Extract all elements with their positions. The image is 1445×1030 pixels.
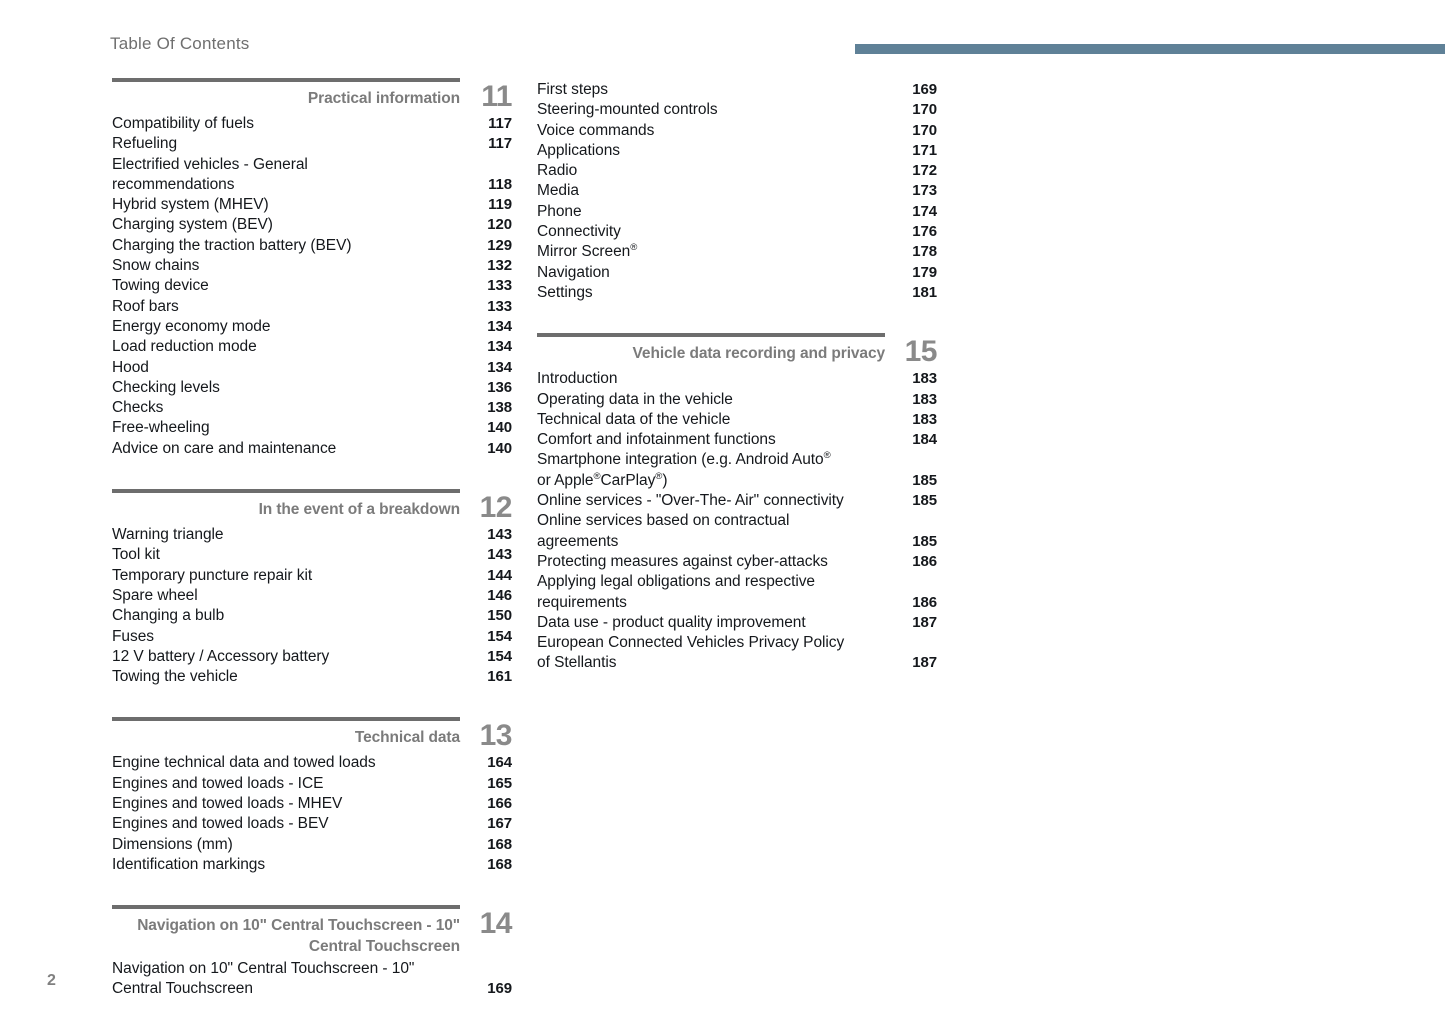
toc-entry-label: Electrified vehicles - General	[112, 155, 308, 173]
toc-entry[interactable]	[537, 491, 937, 511]
toc-section-12	[112, 489, 512, 687]
toc-entry[interactable]	[112, 175, 512, 195]
toc-entry[interactable]	[112, 586, 512, 606]
toc-entry-label: recommendations	[112, 175, 235, 193]
toc-entry[interactable]	[112, 566, 512, 586]
toc-entry-label: Towing the vehicle	[112, 668, 238, 686]
section-header[interactable]	[112, 905, 512, 957]
toc-entry-page-number: 134	[487, 338, 512, 356]
toc-entry-label: Refueling	[112, 135, 178, 153]
toc-entry[interactable]	[112, 667, 512, 687]
toc-entry-label: Online services based on contractual	[537, 512, 790, 530]
toc-entry-label: Settings	[537, 283, 593, 301]
section-title: Vehicle data recording and privacy	[632, 345, 885, 363]
toc-entry[interactable]	[112, 378, 512, 398]
toc-entry-page-number: 119	[488, 196, 512, 214]
section-header[interactable]	[537, 333, 937, 367]
toc-entry-page-number: 134	[487, 358, 512, 376]
toc-entry-page-number: 120	[487, 216, 512, 234]
toc-entry-label: Engine technical data and towed loads	[112, 754, 376, 772]
toc-entry-page-number: 132	[487, 257, 512, 275]
toc-entry[interactable]	[112, 814, 512, 834]
toc-entry-page-number: 143	[487, 546, 512, 564]
toc-entry-label: Steering-mounted controls	[537, 101, 718, 119]
toc-entry-label: Navigation	[537, 263, 610, 281]
toc-entry-label: Temporary puncture repair kit	[112, 566, 313, 584]
toc-entry-label: Checks	[112, 399, 164, 417]
toc-entry[interactable]	[112, 794, 512, 814]
toc-entry-page-number: 144	[487, 566, 512, 584]
registered-mark: ®	[630, 242, 638, 254]
toc-entry-page-number: 168	[487, 855, 512, 873]
toc-entry-page-number: 154	[487, 627, 512, 645]
toc-entry-label: Mirror Screen®	[537, 242, 638, 261]
toc-entry[interactable]	[112, 337, 512, 357]
toc-entry-label: First steps	[537, 81, 608, 98]
registered-mark: ®	[593, 470, 601, 482]
toc-entry-label: of Stellantis	[537, 654, 617, 672]
section-header-text	[112, 489, 468, 520]
toc-entry-label: Free-wheeling	[112, 419, 210, 437]
toc-entry-label: Radio	[537, 162, 578, 180]
section-header[interactable]	[112, 489, 512, 523]
toc-entry-page-number: 185	[912, 532, 937, 550]
toc-entry-label: Compatibility of fuels	[112, 115, 254, 132]
page-number: 2	[47, 972, 56, 989]
toc-entry[interactable]	[537, 450, 937, 470]
toc-section-14	[112, 905, 512, 1000]
toc-entry[interactable]	[537, 100, 937, 120]
toc-entry[interactable]	[112, 774, 512, 794]
toc-entry-label: Smartphone integration (e.g. Android Auto®	[537, 450, 831, 469]
toc-entry-page-number: 185	[912, 492, 937, 510]
toc-entry[interactable]	[112, 215, 512, 235]
toc-entry[interactable]	[537, 202, 937, 222]
toc-entry[interactable]	[537, 141, 937, 161]
toc-entry-label: Engines and towed loads - MHEV	[112, 795, 343, 813]
toc-entry-label: Operating data in the vehicle	[537, 390, 733, 408]
toc-entry-label: Advice on care and maintenance	[112, 439, 337, 457]
toc-entry[interactable]	[112, 256, 512, 276]
section-number: 14	[479, 907, 512, 941]
toc-entry-label: Hybrid system (MHEV)	[112, 196, 269, 214]
toc-entry-page-number: 143	[487, 526, 512, 544]
toc-entry-label: Fuses	[112, 627, 154, 645]
toc-entry-page-number: 178	[912, 243, 937, 261]
toc-entry[interactable]	[537, 80, 937, 100]
toc-entry-label: requirements	[537, 593, 627, 611]
toc-entry-label: Applications	[537, 141, 620, 159]
toc-entry[interactable]	[537, 181, 937, 201]
section-header-text	[112, 905, 468, 957]
toc-entry-page-number: 133	[487, 297, 512, 315]
section-title: Technical data	[354, 729, 460, 747]
toc-entry[interactable]	[537, 121, 937, 141]
toc-entry-label: Engines and towed loads - BEV	[112, 815, 329, 833]
toc-entry[interactable]	[112, 236, 512, 256]
toc-entry[interactable]	[112, 835, 512, 855]
toc-entry-label: Charging system (BEV)	[112, 216, 273, 234]
section-divider-rule	[112, 78, 460, 82]
section-number: 13	[479, 719, 512, 753]
toc-entry-page-number: 129	[487, 236, 512, 254]
toc-section-13	[112, 717, 512, 875]
toc-entry-page-number: 183	[912, 410, 937, 428]
toc-entry-page-number: 168	[487, 835, 512, 853]
toc-entry-label: Load reduction mode	[112, 338, 257, 356]
toc-entry[interactable]	[537, 653, 937, 673]
toc-column-right	[537, 78, 937, 704]
section-header-text	[112, 717, 468, 748]
toc-entry-page-number: 187	[912, 613, 937, 631]
toc-entry-label: Online services - "Over-The- Air" connectivity	[537, 492, 844, 510]
toc-entry-list	[112, 525, 512, 687]
registered-mark: ®	[823, 450, 831, 462]
toc-entry-label: Media	[537, 182, 579, 200]
toc-entry-page-number: 187	[912, 654, 937, 672]
toc-entry[interactable]	[112, 155, 512, 175]
toc-entry[interactable]	[537, 430, 937, 450]
toc-entry-label: Changing a bulb	[112, 607, 225, 625]
toc-entry[interactable]	[112, 297, 512, 317]
toc-entry-page-number: 138	[487, 399, 512, 417]
toc-entry-label: Hood	[112, 358, 149, 376]
toc-entry-page-number: 171	[912, 141, 937, 159]
toc-entry-page-number: 164	[487, 754, 512, 772]
toc-entry[interactable]	[112, 195, 512, 215]
toc-entry-page-number: 134	[487, 317, 512, 335]
toc-entry-label: European Connected Vehicles Privacy Policy	[537, 634, 845, 652]
toc-entry-page-number: 165	[487, 774, 512, 792]
toc-entry-page-number: 176	[912, 223, 937, 241]
toc-entry-list	[112, 114, 512, 459]
toc-entry-label: agreements	[537, 532, 619, 550]
toc-entry-page-number: 117	[488, 115, 512, 132]
toc-entry-label: Charging the traction battery (BEV)	[112, 236, 352, 254]
section-header[interactable]	[112, 78, 512, 112]
toc-entry-page-number: 183	[912, 370, 937, 388]
section-number: 11	[481, 80, 512, 113]
toc-entry-page-number: 154	[487, 647, 512, 665]
toc-entry[interactable]	[112, 418, 512, 438]
toc-entry-list	[112, 959, 512, 1000]
toc-entry-label: Central Touchscreen	[112, 980, 253, 998]
toc-entry-page-number: 118	[488, 175, 512, 193]
toc-entry-page-number: 179	[912, 263, 937, 281]
section-title: Navigation on 10" Central Touchscreen - 10" Central Touchscreen	[137, 917, 460, 955]
toc-entry-page-number: 150	[487, 607, 512, 625]
section-title: Practical information	[307, 90, 460, 107]
toc-entry[interactable]	[112, 855, 512, 875]
toc-entry-page-number: 170	[912, 101, 937, 119]
toc-entry-page-number: 146	[487, 586, 512, 604]
toc-section-15	[537, 333, 937, 673]
toc-entry[interactable]	[537, 242, 937, 262]
toc-entry-page-number	[891, 572, 937, 592]
toc-entry-label: Towing device	[112, 277, 209, 295]
toc-entry-label: Navigation on 10" Central Touchscreen - 10"	[112, 960, 415, 978]
toc-entry-label: Connectivity	[537, 223, 621, 241]
toc-entry[interactable]	[112, 627, 512, 647]
toc-entry[interactable]	[112, 545, 512, 565]
toc-entry-label: Phone	[537, 202, 582, 220]
section-header-text	[112, 78, 468, 109]
section-divider-rule	[112, 489, 460, 493]
toc-entry-page-number: 170	[912, 121, 937, 139]
section-number: 15	[904, 335, 937, 369]
toc-entry[interactable]	[537, 532, 937, 552]
toc-entry-page-number: 186	[912, 593, 937, 611]
toc-entry-label: Technical data of the vehicle	[537, 410, 731, 428]
toc-entry-label: Identification markings	[112, 855, 266, 873]
toc-entry[interactable]	[112, 114, 512, 134]
toc-entry-page-number: 184	[912, 431, 937, 449]
toc-entry[interactable]	[112, 606, 512, 626]
toc-entry[interactable]	[537, 552, 937, 572]
toc-entry-page-number	[891, 450, 937, 470]
toc-entry-page-number: 186	[912, 552, 937, 570]
toc-entry-page-number: 133	[487, 277, 512, 295]
toc-entry[interactable]	[537, 471, 937, 491]
toc-entry[interactable]	[112, 317, 512, 337]
section-divider-rule	[112, 717, 460, 721]
toc-entry[interactable]	[537, 613, 937, 633]
toc-entry[interactable]	[112, 439, 512, 459]
toc-entry-label: Energy economy mode	[112, 317, 271, 335]
toc-entry[interactable]	[112, 134, 512, 154]
toc-entry-page-number: 174	[912, 202, 937, 220]
toc-entry[interactable]	[537, 161, 937, 181]
section-divider-rule	[112, 905, 460, 909]
toc-entry-page-number	[891, 511, 937, 531]
toc-entry[interactable]	[537, 263, 937, 283]
toc-entry-page-number: 183	[912, 390, 937, 408]
toc-section-continued	[537, 80, 937, 303]
toc-entry-page-number: 140	[487, 439, 512, 457]
toc-entry-label: Tool kit	[112, 546, 160, 564]
section-divider-rule	[537, 333, 885, 337]
toc-entry[interactable]	[112, 276, 512, 296]
toc-entry[interactable]	[112, 959, 512, 979]
toc-entry-label: Spare wheel	[112, 586, 198, 604]
toc-entry[interactable]	[112, 979, 512, 999]
toc-entry[interactable]	[112, 753, 512, 773]
toc-entry-label: Snow chains	[112, 257, 200, 275]
section-title: In the event of a breakdown	[258, 501, 460, 519]
toc-entry[interactable]	[537, 369, 937, 389]
section-number: 12	[479, 491, 512, 525]
toc-entry-label: Checking levels	[112, 378, 220, 396]
toc-entry-label: Protecting measures against cyber-attacks	[537, 552, 828, 570]
toc-entry-page-number	[466, 155, 512, 175]
toc-entry-page-number: 166	[487, 795, 512, 813]
toc-entry-label: Roof bars	[112, 297, 179, 315]
toc-entry[interactable]	[537, 572, 937, 592]
toc-entry-page-number: 185	[912, 471, 937, 489]
toc-entry-page-number: 181	[912, 283, 937, 301]
toc-entry[interactable]	[537, 410, 937, 430]
toc-entry-label: 12 V battery / Accessory battery	[112, 647, 330, 665]
section-header[interactable]	[112, 717, 512, 751]
toc-entry[interactable]	[537, 390, 937, 410]
toc-entry-page-number: 172	[912, 162, 937, 180]
page-title: Table Of Contents	[110, 34, 250, 53]
toc-entry[interactable]	[112, 525, 512, 545]
header-accent-bar	[855, 44, 1445, 54]
toc-entry-label: Voice commands	[537, 121, 655, 139]
toc-entry[interactable]	[537, 633, 937, 653]
toc-entry[interactable]	[537, 222, 937, 242]
toc-entry[interactable]	[112, 358, 512, 378]
toc-entry-list	[112, 753, 512, 875]
section-header-text	[537, 333, 893, 364]
toc-entry-list	[537, 369, 937, 673]
toc-entry-page-number: 167	[487, 815, 512, 833]
toc-entry-label: Introduction	[537, 370, 618, 388]
registered-mark: ®	[655, 470, 663, 482]
toc-entry-page-number: 140	[487, 419, 512, 437]
toc-entry-page-number: 136	[487, 378, 512, 396]
toc-entry-label: Warning triangle	[112, 526, 224, 544]
toc-entry[interactable]	[537, 593, 937, 613]
toc-entry[interactable]	[112, 647, 512, 667]
toc-entry-label: Comfort and infotainment functions	[537, 431, 776, 449]
toc-entry-page-number: 169	[912, 81, 937, 98]
toc-entry-page-number	[891, 633, 937, 653]
toc-entry[interactable]	[112, 398, 512, 418]
toc-entry-label: Applying legal obligations and respective	[537, 573, 815, 591]
toc-entry-label: Data use - product quality improvement	[537, 613, 806, 631]
toc-entry-page-number: 169	[487, 980, 512, 998]
toc-entry-label: Dimensions (mm)	[112, 835, 233, 853]
toc-column-left	[112, 78, 512, 1030]
toc-entry-page-number: 161	[487, 668, 512, 686]
toc-entry-list	[537, 80, 937, 303]
toc-entry-label: or Apple®CarPlay®)	[537, 470, 668, 489]
toc-section-11	[112, 78, 512, 459]
toc-entry-page-number	[466, 959, 512, 979]
toc-entry[interactable]	[537, 511, 937, 531]
toc-entry-page-number: 117	[488, 135, 512, 153]
toc-entry[interactable]	[537, 283, 937, 303]
toc-entry-label: Engines and towed loads - ICE	[112, 774, 324, 792]
toc-entry-page-number: 173	[912, 182, 937, 200]
